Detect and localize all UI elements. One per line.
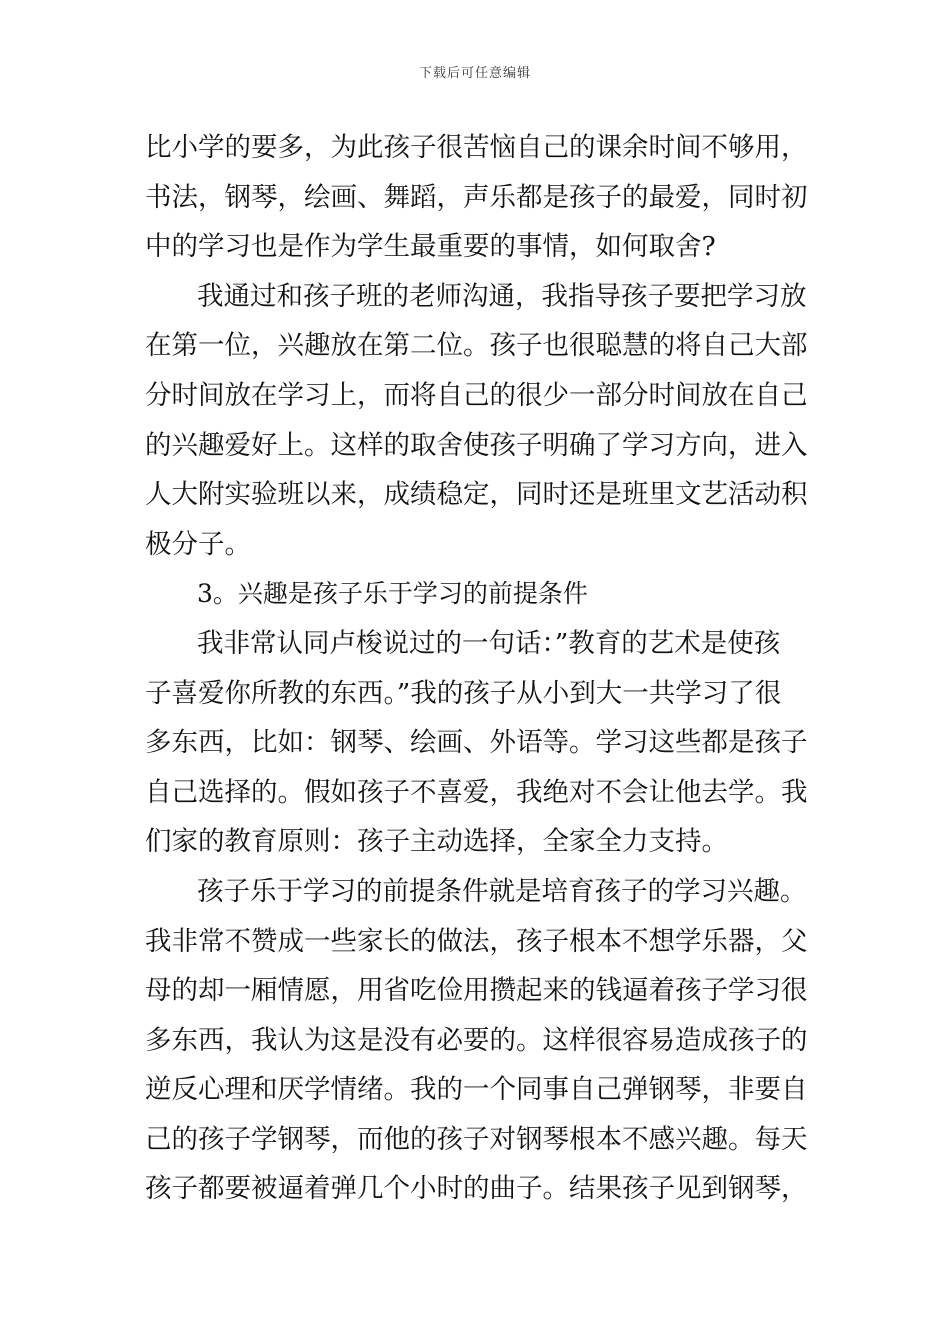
text-line: 母的却一厢情愿，用省吃俭用攒起来的钱逼着孩子学习很: [145, 975, 808, 1007]
text-line: 逆反心理和厌学情绪。我的一个同事自己弹钢琴，非要自: [145, 1074, 808, 1106]
text-line: 子喜爱你所教的东西。”我的孩子从小到大一共学习了很: [145, 677, 782, 709]
text-line: 比小学的要多，为此孩子很苦恼自己的课余时间不够用，: [145, 132, 808, 163]
text-line: 的兴趣爱好上。这样的取舍使孩子明确了学习方向，进入: [145, 429, 808, 461]
text-line: 自己选择的。假如孩子不喜爱，我绝对不会让他去学。我: [145, 776, 808, 808]
text-line: 极分子。: [145, 528, 251, 560]
text-line: 中的学习也是作为学生最重要的事情，如何取舍?: [145, 231, 716, 263]
paragraph-start-line: 我通过和孩子班的老师沟通，我指导孩子要把学习放: [197, 280, 807, 312]
text-line: 们家的教育原则：孩子主动选择，全家全力支持。: [145, 826, 728, 858]
text-line: 己的孩子学钢琴，而他的孩子对钢琴根本不感兴趣。每天: [145, 1123, 808, 1155]
body-text: [145, 123, 808, 1214]
paragraph-start-line: 我非常认同卢梭说过的一句话：”教育的艺术是使孩: [197, 627, 781, 659]
text-line: 孩子都要被逼着弹几个小时的曲子。结果孩子见到钢琴，: [145, 1173, 808, 1205]
text-line: 人大附实验班以来，成绩稳定，同时还是班里文艺活动积: [145, 479, 808, 511]
text-line: 多东西，比如：钢琴、绘画、外语等。学习这些都是孩子: [145, 727, 808, 759]
text-line: 我非常不赞成一些家长的做法，孩子根本不想学乐器，父: [145, 925, 808, 957]
text-line: 书法，钢琴，绘画、舞蹈，声乐都是孩子的最爱，同时初: [145, 181, 808, 213]
text-line: 多东西，我认为这是没有必要的。这样很容易造成孩子的: [145, 1024, 808, 1056]
page-header: 下载后可任意编辑: [418, 66, 531, 81]
section-heading: 3。兴趣是孩子乐于学习的前提条件: [197, 579, 588, 609]
text-line: 分时间放在学习上，而将自己的很少一部分时间放在自己: [145, 379, 808, 411]
paragraph-start-line: 孩子乐于学习的前提条件就是培育孩子的学习兴趣。: [197, 875, 807, 907]
text-line: 在第一位，兴趣放在第二位。孩子也很聪慧的将自己大部: [145, 330, 808, 362]
